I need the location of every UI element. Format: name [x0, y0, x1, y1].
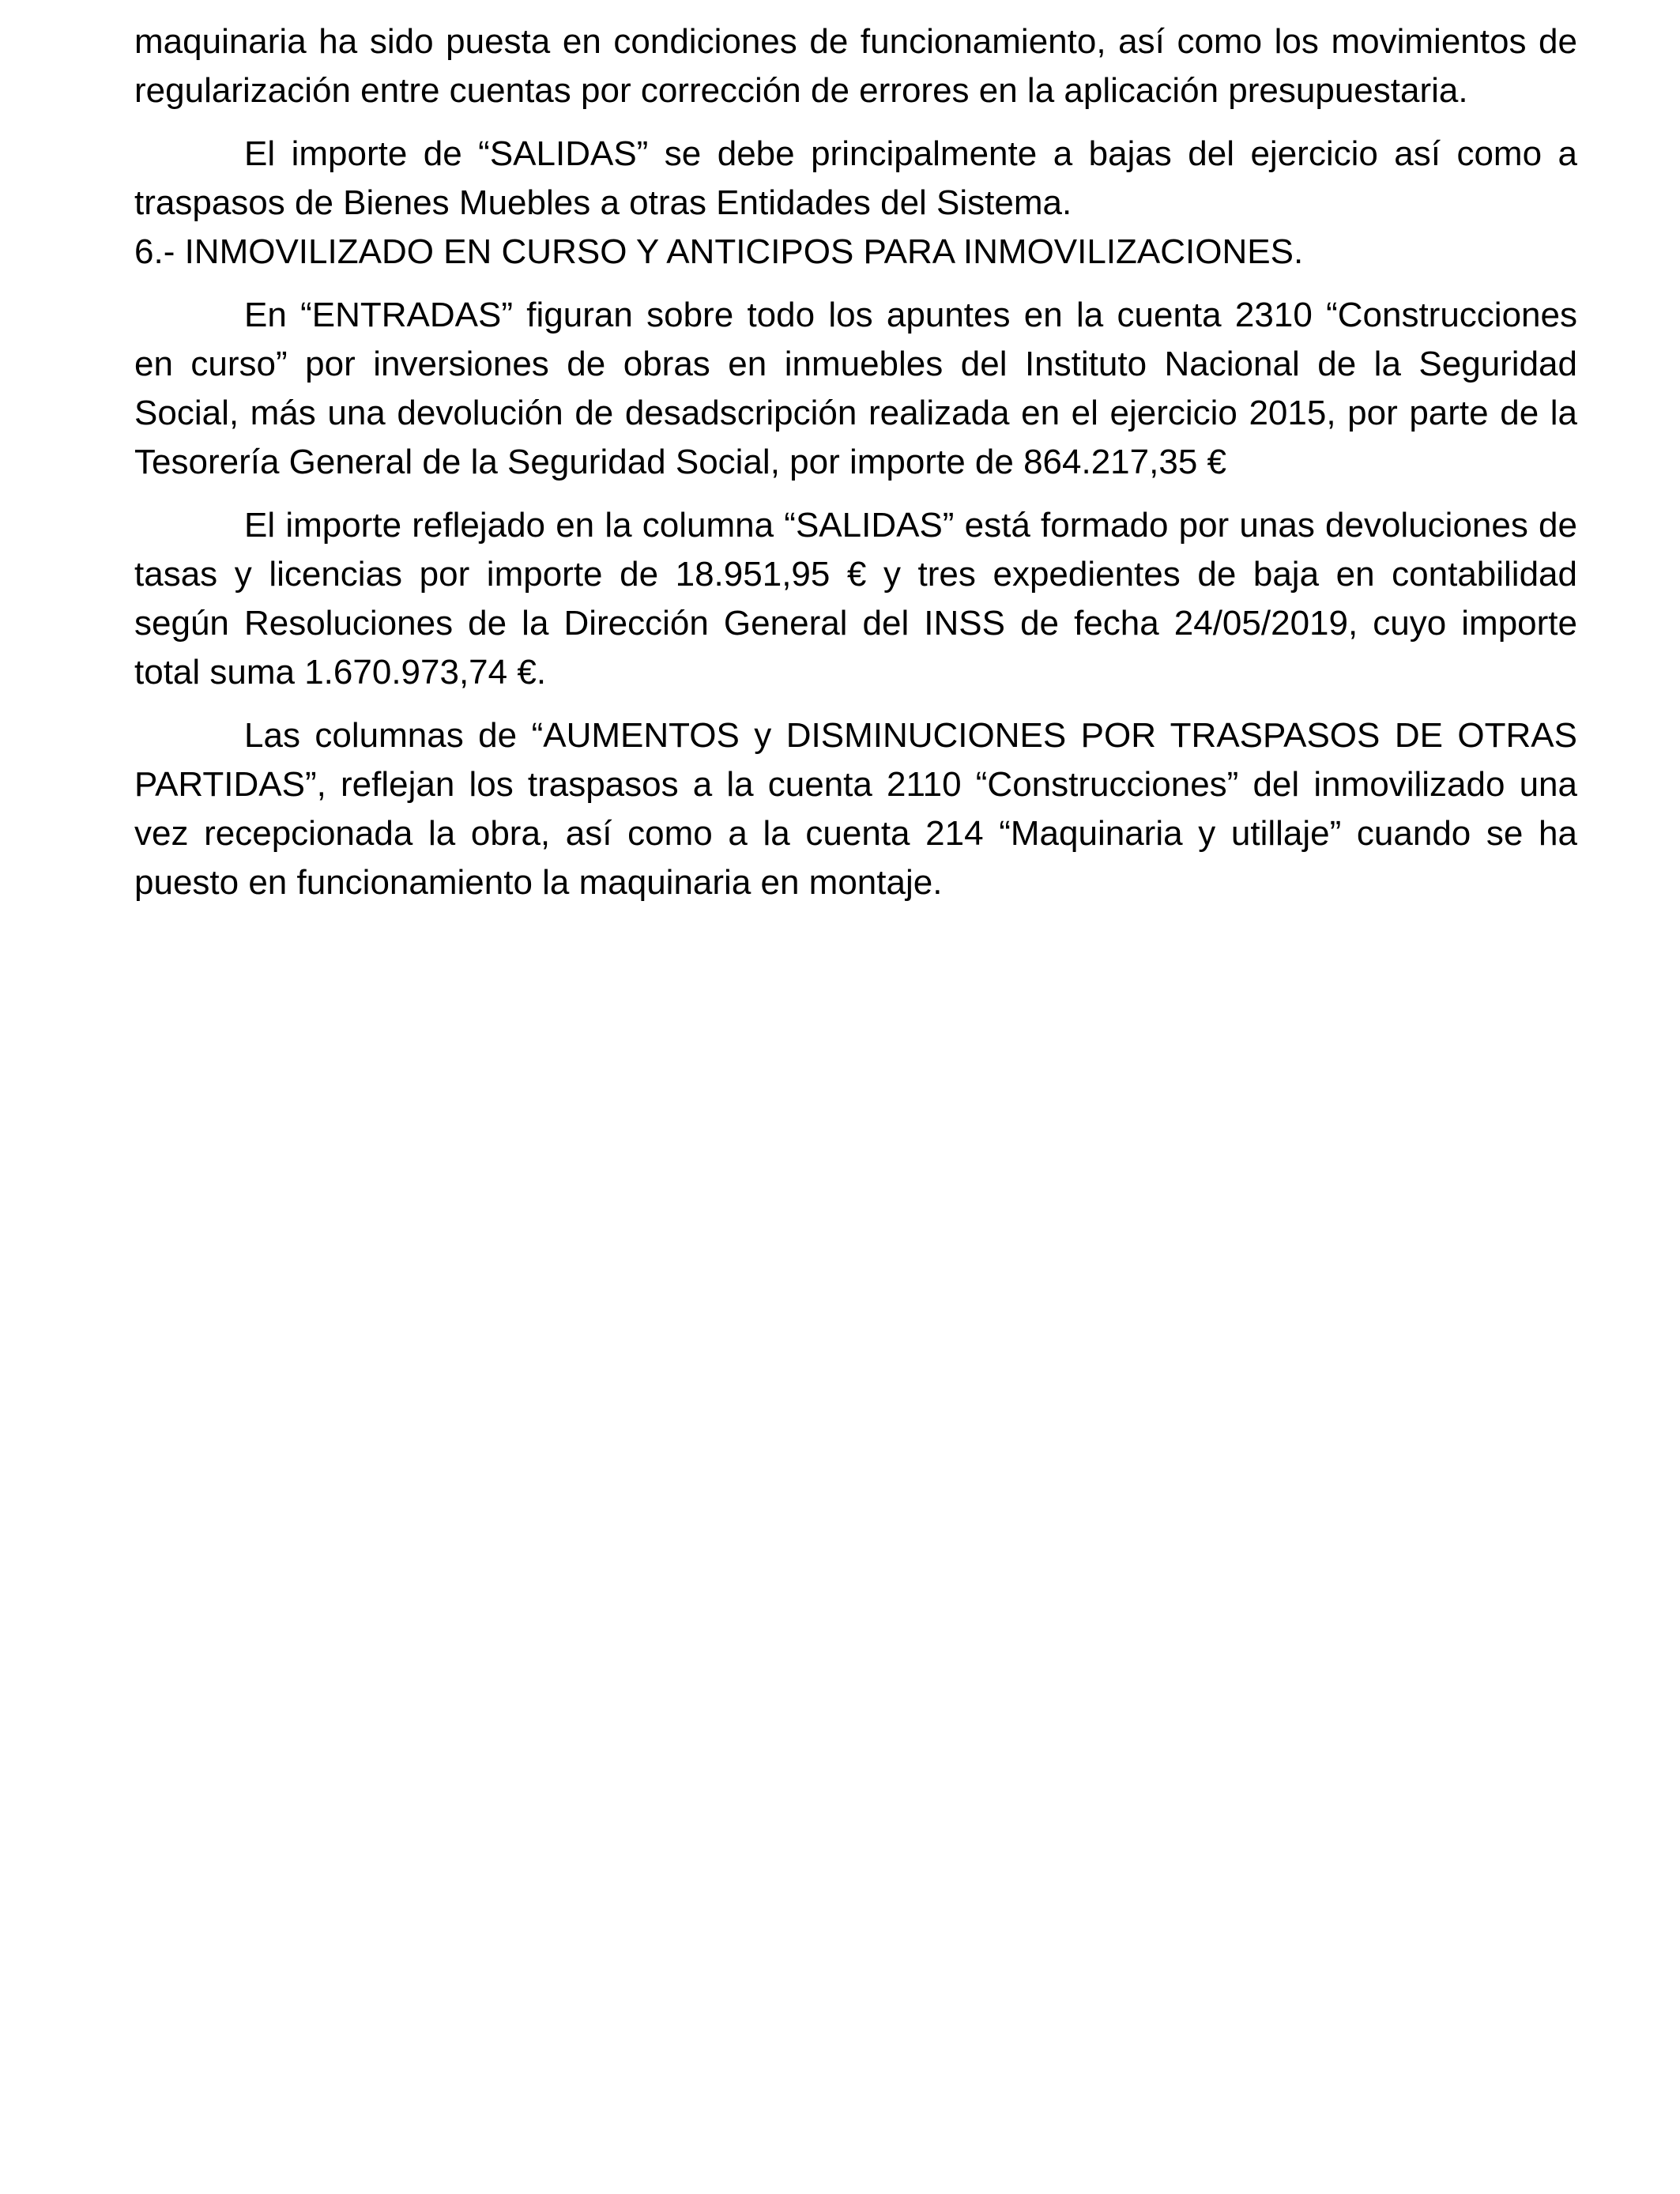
- paragraph-entradas: En “ENTRADAS” figuran sobre todo los apuntes en la cuenta 2310 “Construcciones en curso” por inversiones de obras en inmuebles del Instituto Nacional de la Seguridad Social, más una devolución de desadscripción realizada en el ejercicio 2015, por parte de la Tesorería General de la Seguridad Social, por importe de 864.217,35 €: [134, 296, 1577, 481]
- paragraph-continuation: maquinaria ha sido puesta en condiciones de funcionamiento, así como los movimientos de regularización entre cuentas por corrección de errores en la aplicación presupuestaria.: [134, 22, 1577, 110]
- document-body: [134, 17, 1577, 907]
- section-heading: 6.- INMOVILIZADO EN CURSO Y ANTICIPOS PARA INMOVILIZACIONES.: [134, 232, 1304, 271]
- paragraph-salidas-bienes-muebles: El importe de “SALIDAS” se debe principalmente a bajas del ejercicio así como a traspasos de Bienes Muebles a otras Entidades del Sistema.: [134, 134, 1577, 222]
- paragraph-traspasos: Las columnas de “AUMENTOS y DISMINUCIONES POR TRASPASOS DE OTRAS PARTIDAS”, reflejan los traspasos a la cuenta 2110 “Construcciones” del inmovilizado una vez recepcionada la obra, así como a la cuenta 214 “Maquinaria y utillaje” cuando se ha puesto en funcionamiento la maquinaria en montaje.: [134, 716, 1577, 902]
- paragraph-salidas: El importe reflejado en la columna “SALIDAS” está formado por unas devoluciones de tasas y licencias por importe de 18.951,95 € y tres expedientes de baja en contabilidad según Resoluciones de la Dirección General del INSS de fecha 24/05/2019, cuyo importe total suma 1.670.973,74 €.: [134, 506, 1577, 692]
